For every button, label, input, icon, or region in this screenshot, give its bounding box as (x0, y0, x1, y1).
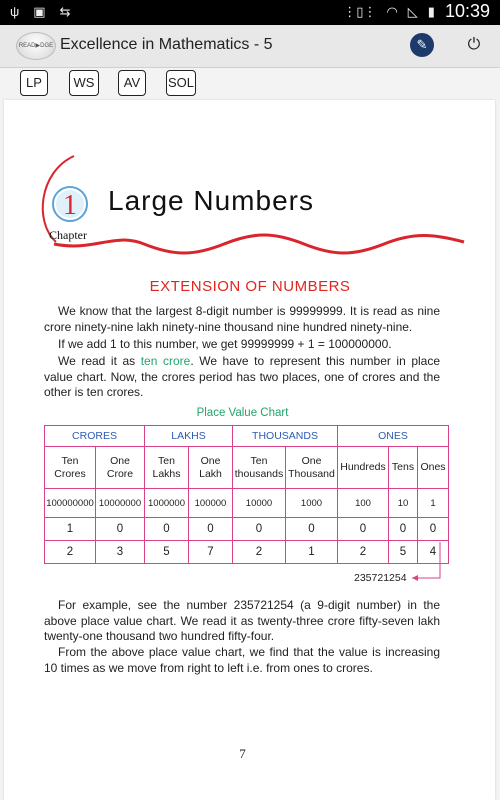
digit-cell: 0 (96, 518, 145, 541)
paragraph-text: For example, see the number 235721254 (a 9-digit number) in the above place value chart. We read it as twenty-three crore fifty-seven lakh twenty-one thousand two hundred fifty-four. (44, 598, 440, 643)
image-icon: ▣ (33, 4, 46, 19)
digit-cell: 2 (233, 541, 286, 564)
paragraph-text: We know that the largest 8-digit number is 99999999. It is read as nine crore ninety-nine lakh ninety-nine thousand nine hundred ninety-nine. (44, 304, 440, 334)
power-button[interactable] (462, 33, 486, 57)
number-annotation: 235721254 (354, 572, 407, 584)
place-value-chart (44, 425, 449, 564)
edit-button[interactable] (410, 33, 434, 57)
chapter-number: 1 (63, 190, 77, 221)
paragraph-text: We read it as (58, 354, 141, 368)
pencil-icon: ✎ (416, 37, 428, 52)
power-icon: ⏻ (467, 36, 481, 53)
digit-cell: 7 (189, 541, 233, 564)
paragraph-text: If we add 1 to this number, we get 99999999 + 1 = 100000000. (58, 337, 392, 351)
digit-cell: 0 (145, 518, 189, 541)
place-value-cell: 1000000 (145, 489, 189, 518)
paragraph-text: . We have to represent this number in place value chart. Now, the crores period has two places, one of crores and the other is ten crores. (44, 354, 441, 399)
place-value-cell: 10000000 (96, 489, 145, 518)
page-number: 7 (239, 746, 246, 761)
digit-cell: 4 (418, 541, 449, 564)
app-logo: READ▶DGE (16, 32, 56, 60)
column-label: Tens (389, 447, 418, 489)
digit-cell: 0 (233, 518, 286, 541)
section-heading: EXTENSION OF NUMBERS (149, 278, 351, 295)
column-label: One Thousand (286, 447, 338, 489)
digit-cell: 1 (286, 541, 338, 564)
column-label: Ten thousands (233, 447, 286, 489)
group-header: THOUSANDS (233, 426, 338, 447)
column-label: Ten Crores (45, 447, 96, 489)
vibrate-icon: ⋮▯⋮ (343, 3, 377, 19)
place-value-cell: 100 (338, 489, 389, 518)
column-label: Hundreds (338, 447, 389, 489)
digit-cell: 2 (45, 541, 96, 564)
resource-nav (0, 68, 500, 98)
exchange-icon: ⇆ (59, 4, 71, 19)
digit-cell: 0 (286, 518, 338, 541)
place-value-cell: 100000 (189, 489, 233, 518)
digit-cell: 0 (189, 518, 233, 541)
digit-cell: 5 (145, 541, 189, 564)
status-bar (0, 0, 500, 25)
digit-cell: 0 (389, 518, 418, 541)
paragraph (44, 598, 440, 645)
paragraph (44, 645, 440, 676)
ws-button[interactable]: WS (69, 70, 99, 96)
paragraph-text: From the above place value chart, we find that the value is increasing 10 times as we move from right to left i.e. from ones to crores. (44, 645, 440, 675)
digit-cell: 2 (338, 541, 389, 564)
lp-button[interactable]: LP (20, 70, 48, 96)
highlighted-term: ten crore (140, 354, 191, 368)
paragraph (44, 304, 440, 335)
place-value-cell: 1 (418, 489, 449, 518)
place-value-cell: 10 (389, 489, 418, 518)
app-title: Excellence in Mathematics - 5 (60, 36, 273, 53)
place-value-cell: 100000000 (45, 489, 96, 518)
sol-button[interactable]: SOL (166, 70, 196, 96)
digit-cell: 0 (338, 518, 389, 541)
digit-cell: 5 (389, 541, 418, 564)
paragraph (44, 354, 440, 401)
column-label: One Lakh (189, 447, 233, 489)
digit-cell: 1 (45, 518, 96, 541)
group-header: CRORES (45, 426, 145, 447)
group-header: LAKHS (145, 426, 233, 447)
paragraph (44, 337, 440, 353)
usb-icon: ψ (10, 4, 20, 19)
digit-cell: 3 (96, 541, 145, 564)
column-label: One Crore (96, 447, 145, 489)
wifi-icon: ◠ (386, 3, 398, 19)
pointer-arrow (400, 540, 450, 585)
chapter-label: Chapter (49, 228, 87, 242)
clock: 10:39 (444, 1, 490, 21)
av-button[interactable]: AV (118, 70, 146, 96)
app-bar (0, 25, 500, 68)
place-value-cell: 10000 (233, 489, 286, 518)
chart-caption: Place Value Chart (196, 407, 289, 419)
place-value-cell: 1000 (286, 489, 338, 518)
battery-icon: ▮ (427, 3, 435, 19)
group-header: ONES (338, 426, 449, 447)
column-label: Ones (418, 447, 449, 489)
column-label: Ten Lakhs (145, 447, 189, 489)
no-signal-icon: ◺ (407, 3, 418, 19)
digit-cell: 0 (418, 518, 449, 541)
chapter-title: Large Numbers (108, 185, 314, 216)
